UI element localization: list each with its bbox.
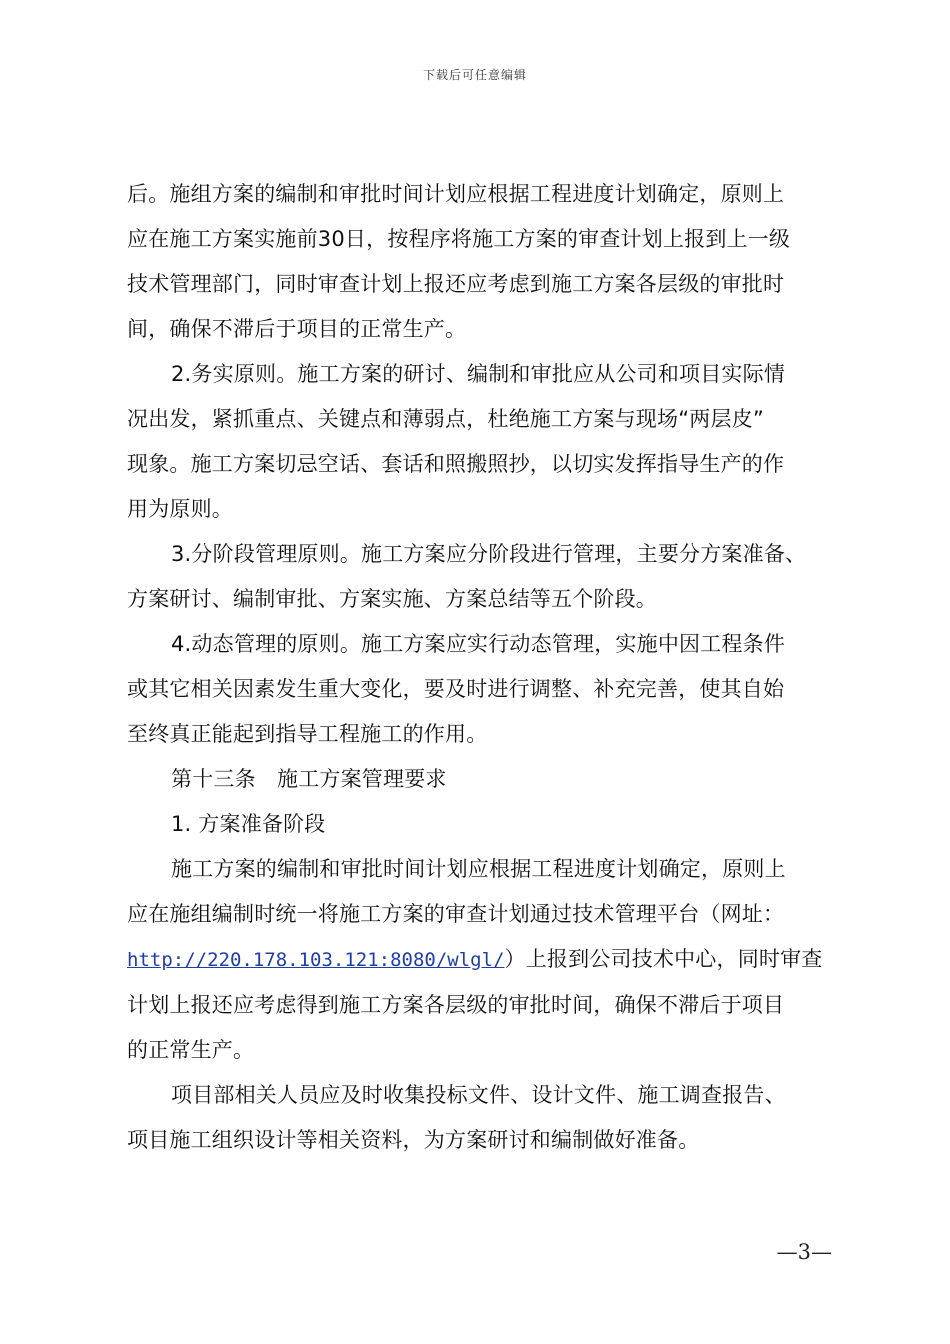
body-line: 或其它相关因素发生重大变化，要及时进行调整、补充完善，使其自始	[127, 677, 785, 701]
platform-url-link[interactable]: http://220.178.103.121:8080/wlgl/	[127, 949, 505, 971]
body-line: 项目部相关人员应及时收集投标文件、设计文件、施工调查报告、	[171, 1083, 786, 1107]
body-line-with-link	[127, 937, 837, 983]
principle-4-line: 4.动态管理的原则。施工方案应实行动态管理，实施中因工程条件	[171, 632, 786, 656]
body-line: 况出发，紧抓重点、关键点和薄弱点，杜绝施工方案与现场“两层皮”	[127, 407, 764, 431]
body-line: 应在施工方案实施前30日，按程序将施工方案的审查计划上报到上一级	[127, 227, 791, 251]
body-line: 用为原则。	[127, 497, 233, 521]
body-line: 的正常生产。	[127, 1038, 255, 1062]
page-header: 下载后可任意编辑	[422, 68, 527, 82]
principle-2-line: 2.务实原则。施工方案的研讨、编制和审批应从公司和项目实际情	[171, 362, 786, 386]
body-line: 应在施组编制时统一将施工方案的审查计划通过技术管理平台（网址：	[127, 902, 785, 926]
body-line: 计划上报还应考虑得到施工方案各层级的审批时间，确保不滞后于项目	[127, 993, 785, 1017]
article-heading: 第十三条 施工方案管理要求	[171, 767, 447, 791]
body-line: 项目施工组织设计等相关资料，为方案研讨和编制做好准备。	[127, 1128, 700, 1152]
body-line: 至终真正能起到指导工程施工的作用。	[127, 722, 488, 746]
body-line: 间，确保不滞后于项目的正常生产。	[127, 317, 467, 341]
body-line-tail: ）上报到公司技术中心，同时审查	[504, 947, 823, 971]
body-line: 方案研讨、编制审批、方案实施、方案总结等五个阶段。	[127, 587, 657, 611]
body-line: 后。施组方案的编制和审批时间计划应根据工程进度计划确定，原则上	[127, 182, 785, 206]
section-heading: 1. 方案准备阶段	[171, 812, 326, 836]
body-line: 现象。施工方案切忌空话、套话和照搬照抄，以切实发挥指导生产的作	[127, 452, 785, 476]
principle-3-line: 3.分阶段管理原则。施工方案应分阶段进行管理，主要分方案准备、	[171, 542, 807, 566]
document-body	[127, 172, 837, 1163]
body-line: 技术管理部门，同时审查计划上报还应考虑到施工方案各层级的审批时	[127, 272, 785, 296]
page-number: —3—	[776, 1240, 832, 1264]
body-line: 施工方案的编制和审批时间计划应根据工程进度计划确定，原则上	[171, 857, 786, 881]
